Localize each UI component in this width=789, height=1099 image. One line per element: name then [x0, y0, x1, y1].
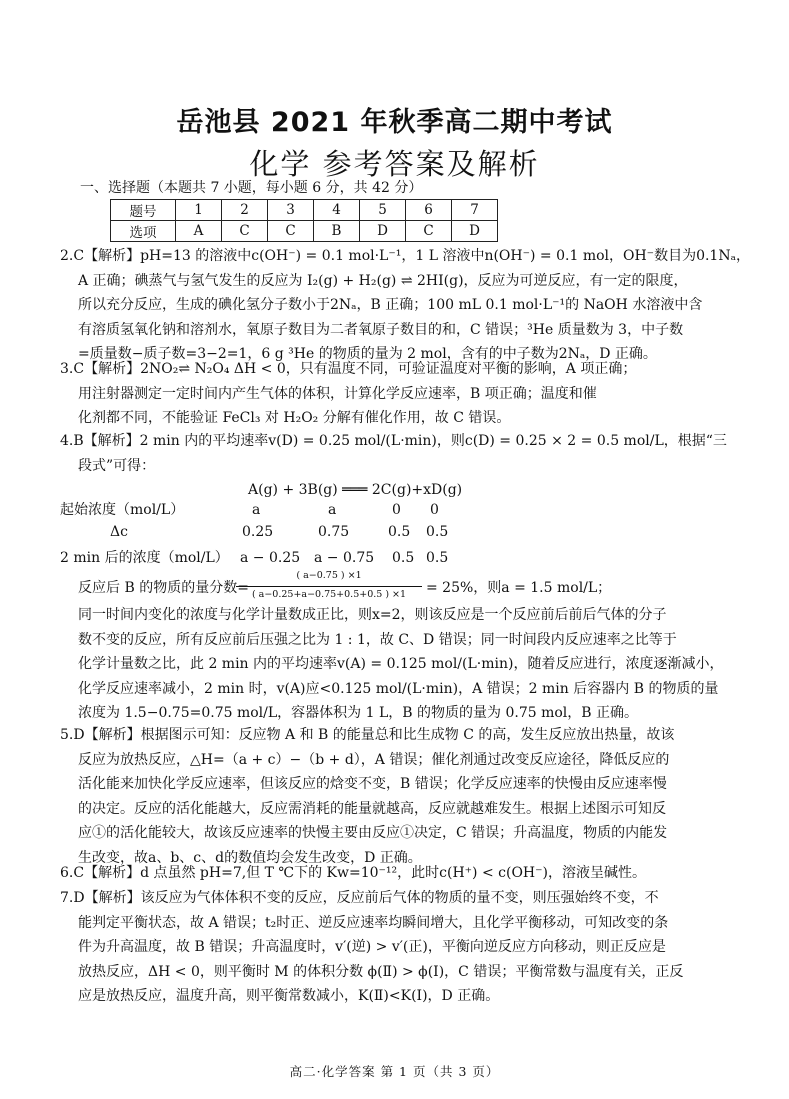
question-number: 3: [268, 200, 314, 221]
row-label: 2 min 后的浓度（mol/L）: [60, 550, 229, 566]
fraction-result: = 25%，则a = 1.5 mol/L；: [426, 580, 612, 596]
answer-choice: D: [360, 221, 406, 242]
table-cell: 0.75: [318, 524, 350, 540]
question-number: 6: [406, 200, 452, 221]
fraction-bar: [236, 586, 422, 587]
fraction-denominator: ( a−0.25+a−0.75+0.5+0.5 ) ×1: [251, 589, 407, 600]
explanation-q2: [60, 244, 760, 367]
answer-table: [110, 199, 498, 242]
text-line: 活化能来加快化学反应速率，但该反应的焓变不变，B 错误；化学反应速率的快慢由反应速率慢: [78, 776, 667, 792]
text-line: 化学反应速率减小，2 min 时，v(A)应<0.125 mol/(L·min)，A 错误；2 min 后容器内 B 的物质的量: [78, 680, 719, 697]
table-cell: a − 0.25: [240, 550, 301, 566]
text-line: 用注射器测定一定时间内产生气体的体积，计算化学反应速率，B 项正确；温度和催: [78, 385, 597, 402]
text-line: 所以充分反应，生成的碘化氢分子数小于2Nₐ，B 正确；100 mL 0.1 mol·L⁻¹的 NaOH 水溶液中含: [78, 297, 703, 313]
question-number: 4: [314, 200, 360, 221]
text-line: 反应为放热反应，△H=（a + c）−（b + d），A 错误；催化剂通过改变反应途径，降低反应的: [78, 751, 670, 768]
text-line: 数不变的反应，所有反应前后压强之比为 1 : 1，故 C、D 错误；同一时间段内反应速率之比等于: [78, 631, 677, 648]
text-line: 同一时间内变化的浓度与化学计量数成正比，则x=2，则该反应是一个反应前后前后气体的分子: [78, 607, 667, 623]
text-line: 应①的活化能较大，故该反应速率的快慢主要由反应①决定，C 错误；升高温度，物质的内能发: [78, 825, 668, 841]
text-line: 件为升高温度，故 B 错误；升高温度时，v′(逆) > v′(正)，平衡向逆反应方向移动，则正反应是: [78, 939, 666, 955]
row-label: 起始浓度（mol/L）: [60, 502, 185, 518]
explanation-q4-intro: [60, 429, 760, 478]
answer-choice: A: [176, 221, 222, 242]
text-line: 生改变，故a、b、c、d的数值均会发生改变，D 正确。: [78, 849, 422, 866]
page-subtitle: 化学 参考答案及解析: [249, 147, 540, 181]
fraction-numerator: ( a−0.75 ) ×1: [296, 570, 362, 581]
question-number: 1: [176, 200, 222, 221]
table-cell: 0.5: [388, 524, 411, 540]
answer-choice: C: [406, 221, 452, 242]
text-line: 3.C【解析】2NO₂⇌ N₂O₄ ΔH < 0，只有温度不同，可验证温度对平衡的影响，A 项正确；: [60, 361, 637, 377]
text-line: 6.C【解析】d 点虽然 pH=7,但 T ℃下的 Kw=10⁻¹²，此时c(H⁺) < c(OH⁻)，溶液呈碱性。: [60, 865, 646, 881]
table-cell: a − 0.75: [314, 550, 375, 566]
table-cell: 0: [430, 502, 439, 518]
text-line: 浓度为 1.5−0.75=0.75 mol/L，容器体积为 1 L，B 的物质的量为 0.75 mol，B 正确。: [78, 705, 638, 721]
answer-choice: C: [222, 221, 268, 242]
table-cell: 0.25: [242, 524, 274, 540]
text-line: 有溶质氢氧化钠和溶剂水，氧原子数目为二者氧原子数目的和，C 错误；³He 质量数为 3，中子数: [78, 321, 684, 338]
text-line: A 正确；碘蒸气与氢气发生的反应为 I₂(g) + H₂(g) ⇌ 2HI(g)，反应为可逆反应，有一定的限度，: [78, 272, 688, 289]
row-label: Δc: [110, 524, 128, 540]
answer-choice: B: [314, 221, 360, 242]
table-cell: 0.5: [426, 550, 449, 566]
text-line: 5.D【解析】根据图示可知：反应物 A 和 B 的能量总和比生成物 C 的高，发生反应放出热量，故该: [60, 727, 675, 743]
table-row-label: 题号: [111, 200, 176, 221]
text-line: 2.C【解析】pH=13 的溶液中c(OH⁻) = 0.1 mol·L⁻¹，1 L 溶液中n(OH⁻) = 0.1 mol，OH⁻数目为0.1Nₐ，: [60, 248, 750, 264]
explanation-q4-body: [78, 603, 768, 726]
text-line: 的决定。反应的活化能越大，反应需消耗的能量就越高，反应就越难发生。根据上述图示可知反: [78, 800, 666, 817]
fraction-prefix: 反应后 B 的物质的量分数=: [78, 580, 249, 596]
table-cell: 0.5: [426, 524, 449, 540]
text-line: 应是放热反应，温度升高，则平衡常数减小，K(Ⅱ)<K(Ⅰ)，D 正确。: [78, 988, 500, 1004]
reaction-equation: A(g) + 3B(g) ═══ 2C(g)+xD(g): [248, 482, 463, 498]
text-line: 化剂都不同，不能验证 FeCl₃ 对 H₂O₂ 分解有催化作用，故 C 错误。: [78, 410, 511, 426]
table-cell: 0: [392, 502, 401, 518]
table-cell: a: [328, 502, 337, 518]
table-cell: a: [252, 502, 261, 518]
text-line: 7.D【解析】该反应为气体体积不变的反应，反应前后气体的物质的量不变，则压强始终不变，不: [60, 890, 659, 906]
answer-table-answer-row: [111, 221, 498, 242]
table-row-label: 选项: [111, 221, 176, 242]
explanation-q5: [60, 723, 760, 870]
text-line: 4.B【解析】2 min 内的平均速率v(D) = 0.25 mol/(L·min)，则c(D) = 0.25 × 2 = 0.5 mol/L，根据“三: [60, 433, 727, 449]
text-line: =质量数−质子数=3−2=1，6 g ³He 的物质的量为 2 mol，含有的中子数为2Nₐ，D 正确。: [78, 346, 657, 362]
section-heading: 一、选择题（本题共 7 小题，每小题 6 分，共 42 分）: [80, 180, 423, 196]
answer-choice: D: [452, 221, 498, 242]
text-line: 化学计量数之比，此 2 min 内的平均速率v(A) = 0.125 mol/(L·min)，随着反应进行，浓度逐渐减小，: [78, 656, 724, 672]
text-line: 放热反应，ΔH < 0，则平衡时 M 的体积分数 ϕ(Ⅱ) > ϕ(Ⅰ)，C 错误；平衡常数与温度有关，正反: [78, 963, 684, 980]
exam-title: 岳池县 2021 年秋季高二期中考试: [176, 107, 613, 138]
explanation-q6: [60, 861, 760, 886]
question-number: 5: [360, 200, 406, 221]
text-line: 段式”可得：: [78, 457, 156, 474]
table-cell: 0.5: [392, 550, 415, 566]
answer-table-number-row: [111, 200, 498, 221]
question-number: 7: [452, 200, 498, 221]
explanation-q3: [60, 357, 760, 431]
page-footer: 高二·化学答案 第 1 页（共 3 页）: [289, 1064, 500, 1079]
answer-choice: C: [268, 221, 314, 242]
explanation-q7: [60, 886, 760, 1009]
question-number: 2: [222, 200, 268, 221]
text-line: 能判定平衡状态，故 A 错误；t₂时正、逆反应速率均瞬间增大，且化学平衡移动，可知改变的条: [78, 914, 669, 931]
